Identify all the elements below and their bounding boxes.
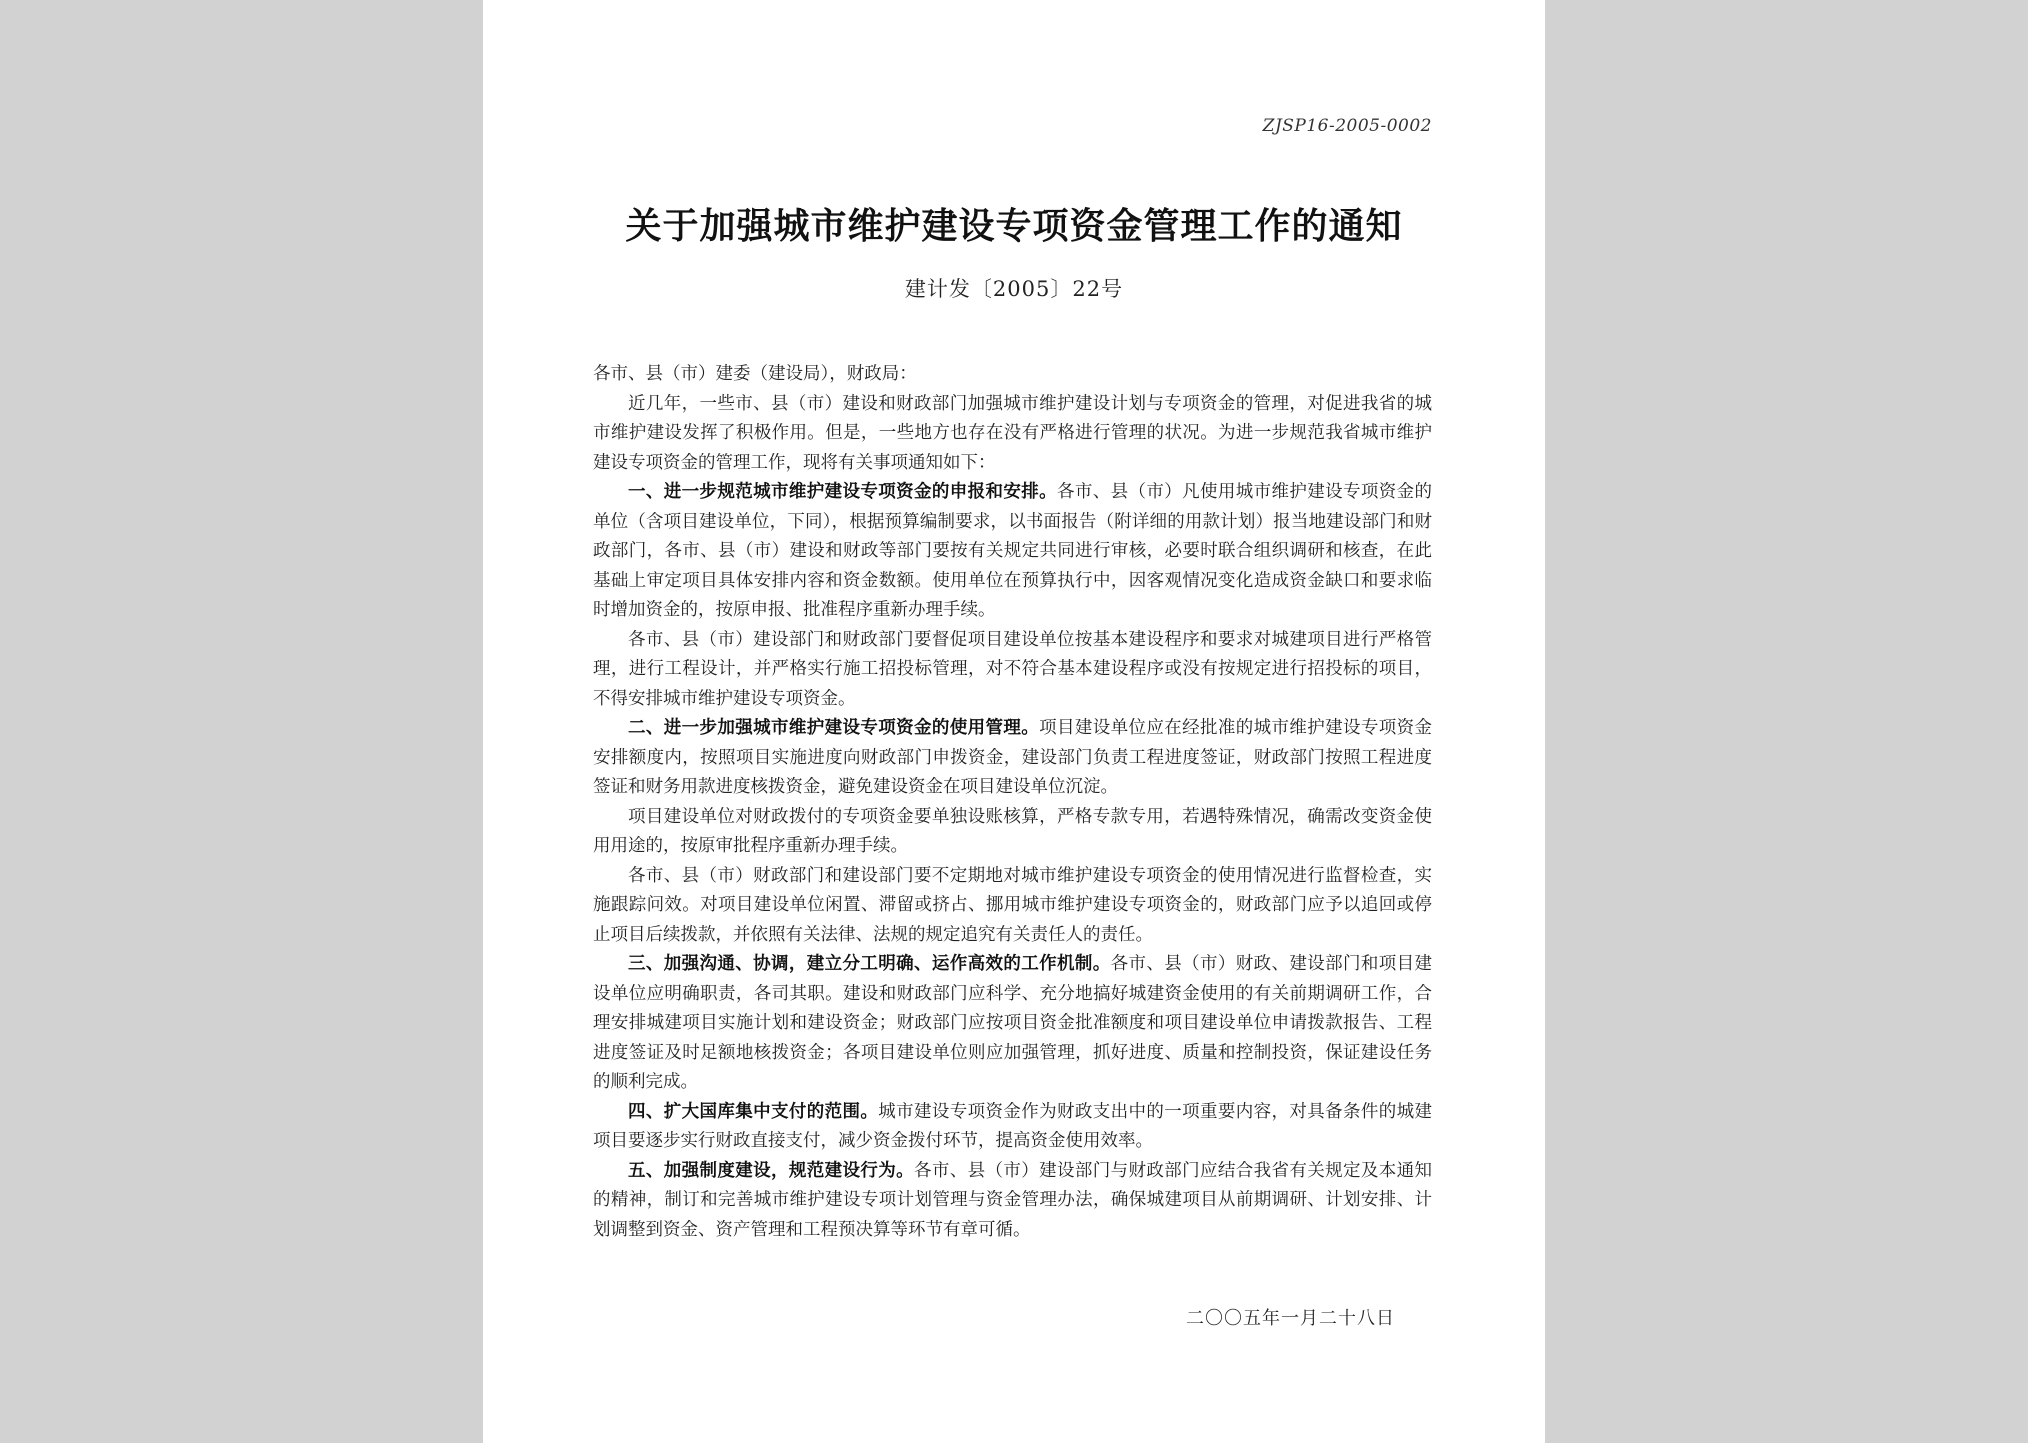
section-paragraph [593, 478, 1432, 626]
section-text: 各市、县（市）建设部门与财政部门应结合我省有关规定及本通知的精神，制订和完善城市维护建设专项计划管理与资金管理办法，确保城建项目从前期调研、计划安排、计划调整到资金、资产管理和工程预决算等环节有章可循。 [593, 1160, 1432, 1240]
section-text: 项目建设单位应在经批准的城市维护建设专项资金安排额度内，按照项目实施进度向财政部门申拨资金，建设部门负责工程进度签证，财政部门按照工程进度签证和财务用款进度核拨资金，避免建设资金在项目建设单位沉淀。 [593, 718, 1432, 797]
section-paragraph [593, 862, 1432, 951]
section-paragraph [593, 803, 1432, 862]
section-paragraph [593, 950, 1432, 1098]
section-lead: 三、加强沟通、协调，建立分工明确、运作高效的工作机制。 [628, 954, 1111, 974]
document-code: ZJSP16-2005-0002 [1262, 116, 1432, 136]
section-lead: 五、加强制度建设，规范建设行为。 [628, 1160, 914, 1181]
section-text: 项目建设单位对财政拨付的专项资金要单独设账核算，严格专款专用，若遇特殊情况，确需改变资金使用用途的，按原审批程序重新办理手续。 [593, 806, 1432, 856]
document-page [483, 0, 1545, 1443]
salutation: 各市、县（市）建委（建设局），财政局： [593, 364, 917, 384]
section-lead: 一、进一步规范城市维护建设专项资金的申报和安排。 [628, 482, 1057, 502]
intro-paragraph: 近几年，一些市、县（市）建设和财政部门加强城市维护建设计划与专项资金的管理，对促进我省的城市维护建设发挥了积极作用。但是，一些地方也存在没有严格进行管理的状况。为进一步规范我省城市维护建设专项资金的管理工作，现将有关事项通知如下： [593, 393, 1432, 473]
document-title: 关于加强城市维护建设专项资金管理工作的通知 [625, 205, 1403, 247]
section-text: 各市、县（市）建设部门和财政部门要督促项目建设单位按基本建设程序和要求对城建项目进行严格管理，进行工程设计，并严格实行施工招投标管理，对不符合基本建设程序或没有按规定进行招投标的项目，不得安排城市维护建设专项资金。 [593, 629, 1432, 709]
section-text: 各市、县（市）财政、建设部门和项目建设单位应明确职责，各司其职。建设和财政部门应科学、充分地搞好城建资金使用的有关前期调研工作，合理安排城建项目实施计划和建设资金；财政部门应按项目资金批准额度和项目建设单位申请拨款报告、工程进度签证及时足额地核拨资金；各项目建设单位则应加强管理，抓好进度、质量和控制投资，保证建设任务的顺利完成。 [593, 954, 1432, 1092]
section-text: 城市建设专项资金作为财政支出中的一项重要内容，对具备条件的城建项目要逐步实行财政直接支付，减少资金拨付环节，提高资金使用效率。 [593, 1101, 1432, 1151]
document-number: 建计发〔2005〕22号 [904, 277, 1124, 301]
section-paragraph [593, 1157, 1432, 1246]
section-text: 各市、县（市）凡使用城市维护建设专项资金的单位（含项目建设单位，下同），根据预算编制要求，以书面报告（附详细的用款计划）报当地建设部门和财政部门，各市、县（市）建设和财政等部门要按有关规定共同进行审核，必要时联合组织调研和核查，在此基础上审定项目具体安排内容和资金数额。使用单位在预算执行中，因客观情况变化造成资金缺口和要求临时增加资金的，按原申报、批准程序重新办理手续。 [593, 482, 1432, 620]
section-paragraph [593, 1098, 1432, 1157]
document-body [593, 360, 1432, 1245]
section-paragraph [593, 626, 1432, 715]
document-date: 二〇〇五年一月二十八日 [1186, 1308, 1395, 1329]
section-paragraph [593, 714, 1432, 803]
section-text: 各市、县（市）财政部门和建设部门要不定期地对城市维护建设专项资金的使用情况进行监督检查，实施跟踪问效。对项目建设单位闲置、滞留或挤占、挪用城市维护建设专项资金的，财政部门应予以追回或停止项目后续拨款，并依照有关法律、法规的规定追究有关责任人的责任。 [593, 865, 1432, 945]
section-lead: 四、扩大国库集中支付的范围。 [628, 1101, 879, 1122]
section-lead: 二、进一步加强城市维护建设专项资金的使用管理。 [628, 718, 1040, 738]
